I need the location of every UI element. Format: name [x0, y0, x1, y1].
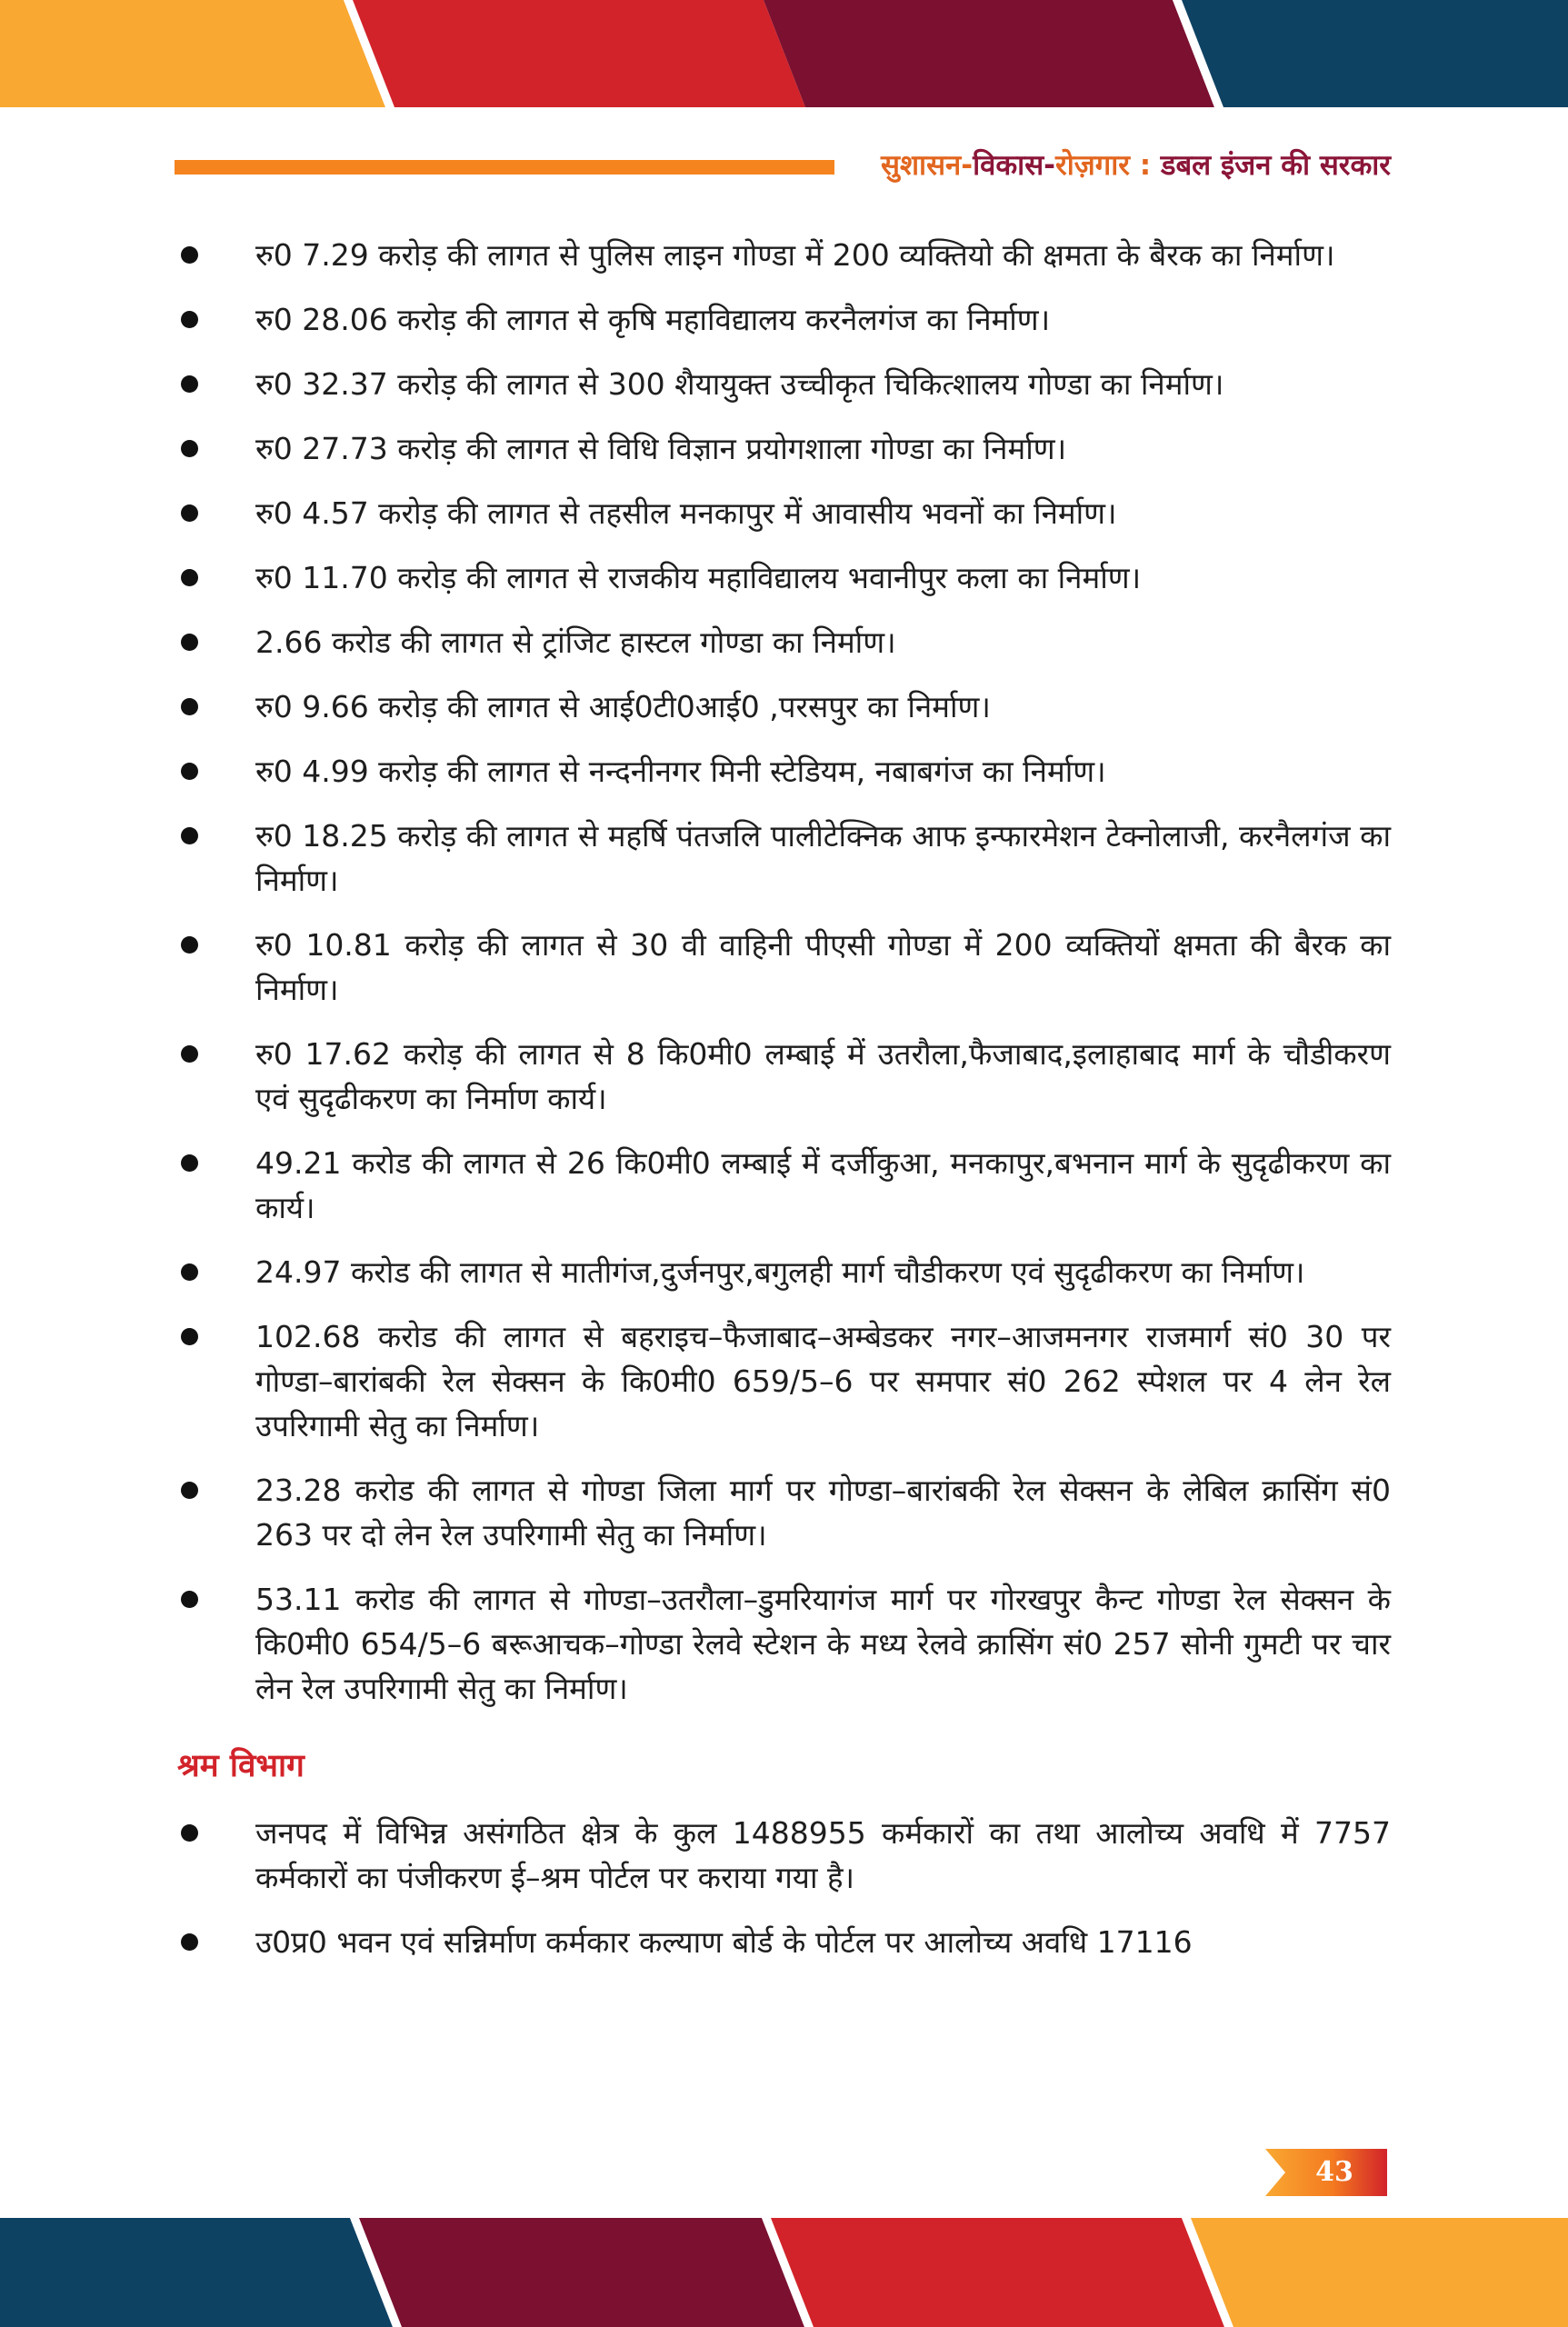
bullet-icon	[181, 1591, 198, 1608]
list-item	[177, 814, 1391, 903]
list-item-text: 53.11 करोड की लागत से गोण्डा–उतरौला–डुमरियागंज मार्ग पर गोरखपुर कैन्ट गोण्डा रेल सेक्सन के कि0मी0 654/5–6 बरूआचक–गोण्डा रेलवे स्टेशन के मध्य रेलवे क्रासिंग सं0 257 सोनी गुमटी पर चार लेन रेल उपरिगामी सेतु का निर्माण।	[255, 1582, 1391, 1706]
bullet-icon	[181, 1154, 198, 1172]
list-item	[177, 362, 1391, 406]
list-item	[177, 233, 1391, 277]
bottom-decorative-band	[0, 2218, 1568, 2327]
bullet-icon	[181, 569, 198, 586]
list-item-text: रु0 4.99 करोड़ की लागत से नन्दनीनगर मिनी स्टेडियम, नबाबगंज का निर्माण।	[255, 754, 1106, 789]
list-item-text: 2.66 करोड की लागत से ट्रांजिट हास्टल गोण्डा का निर्माण।	[255, 624, 896, 660]
labour-dept-list	[177, 1811, 1391, 1964]
list-item	[177, 749, 1391, 794]
list-item	[177, 1032, 1391, 1121]
project-list	[177, 233, 1391, 1711]
bullet-icon	[181, 246, 198, 264]
list-item	[177, 1811, 1391, 1900]
list-item-text: रु0 32.37 करोड़ की लागत से 300 शैयायुक्त उच्चीकृत चिकित्शालय गोण्डा का निर्माण।	[255, 366, 1224, 402]
list-item-text: रु0 17.62 करोड़ की लागत से 8 कि0मी0 लम्बाई में उतरौला,फैजाबाद,इलाहाबाद मार्ग के चौडीकरण एवं सुदृढीकरण का निर्माण कार्य।	[255, 1036, 1391, 1116]
header-title	[881, 142, 1391, 189]
bullet-icon	[181, 1933, 198, 1951]
header-title-part1: सुशासन-	[881, 149, 974, 182]
header-title-part3: रोज़गार :	[1055, 149, 1161, 182]
bullet-icon	[181, 375, 198, 393]
bullet-icon	[181, 440, 198, 457]
list-item-text: रु0 4.57 करोड़ की लागत से तहसील मनकापुर में आवासीय भवनों का निर्माण।	[255, 495, 1117, 531]
list-item-text: रु0 18.25 करोड़ की लागत से महर्षि पंतजलि पालीटेक्निक आफ इन्फारमेशन टेक्नोलाजी, करनैलगंज का निर्माण।	[255, 818, 1391, 898]
bullet-icon	[181, 936, 198, 954]
list-item-text: रु0 28.06 करोड़ की लागत से कृषि महाविद्यालय करनैलगंज का निर्माण।	[255, 302, 1051, 337]
list-item-text: 49.21 करोड की लागत से 26 कि0मी0 लम्बाई में दर्जीकुआ, मनकापुर,बभनान मार्ग के सुदृढीकरण का कार्य।	[255, 1145, 1391, 1225]
list-item	[177, 426, 1391, 471]
list-item	[177, 491, 1391, 535]
bullet-icon	[181, 1263, 198, 1281]
list-item	[177, 620, 1391, 664]
main-content	[177, 233, 1391, 1984]
page-number-tab	[1265, 2149, 1387, 2196]
list-item	[177, 1141, 1391, 1230]
list-item	[177, 555, 1391, 600]
header-rule	[175, 160, 834, 175]
list-item-text: 24.97 करोड की लागत से मातीगंज,दुर्जनपुर,बगुलही मार्ग चौडीकरण एवं सुदृढीकरण का निर्माण।	[255, 1254, 1305, 1290]
bullet-icon	[181, 1482, 198, 1499]
page-header	[175, 142, 1391, 189]
list-item	[177, 923, 1391, 1012]
list-item	[177, 1314, 1391, 1448]
section-heading: श्रम विभाग	[177, 1748, 305, 1784]
list-item	[177, 1468, 1391, 1557]
bullet-icon	[181, 634, 198, 651]
bullet-icon	[181, 1045, 198, 1063]
bullet-icon	[181, 763, 198, 780]
list-item	[177, 1920, 1391, 1964]
list-item	[177, 297, 1391, 342]
list-item-text: 23.28 करोड की लागत से गोण्डा जिला मार्ग पर गोण्डा–बारांबकी रेल सेक्सन के लेबिल क्रासिंग सं0 263 पर दो लेन रेल उपरिगामी सेतु का निर्माण।	[255, 1473, 1391, 1553]
list-item	[177, 1577, 1391, 1711]
bullet-icon	[181, 311, 198, 328]
list-item-text: रु0 9.66 करोड़ की लागत से आई0टी0आई0 ,परसपुर का निर्माण।	[255, 689, 991, 724]
list-item	[177, 684, 1391, 729]
list-item-text: उ0प्र0 भवन एवं सन्निर्माण कर्मकार कल्याण बोर्ड के पोर्टल पर आलोच्य अवधि 17116	[255, 1924, 1193, 1960]
bullet-icon	[181, 1328, 198, 1345]
bullet-icon	[181, 1824, 198, 1842]
list-item-text: रु0 11.70 करोड़ की लागत से राजकीय महाविद्यालय भवानीपुर कला का निर्माण।	[255, 560, 1142, 595]
header-title-part4: डबल इंजन की सरकार	[1160, 149, 1391, 182]
list-item-text: रु0 7.29 करोड़ की लागत से पुलिस लाइन गोण्डा में 200 व्यक्तियो की क्षमता के बैरक का निर्माण।	[255, 237, 1335, 273]
list-item	[177, 1250, 1391, 1294]
bullet-icon	[181, 698, 198, 715]
bullet-icon	[181, 827, 198, 844]
bullet-icon	[181, 504, 198, 522]
list-item-text: 102.68 करोड की लागत से बहराइच–फैजाबाद–अम्बेडकर नगर–आजमनगर राजमार्ग सं0 30 पर गोण्डा–बारांबकी रेल सेक्सन के कि0मी0 659/5–6 पर समपार सं0 262 स्पेशल पर 4 लेन रेल उपरिगामी सेतु का निर्माण।	[255, 1319, 1391, 1443]
top-decorative-band	[0, 0, 1568, 107]
list-item-text: जनपद में विभिन्न असंगठित क्षेत्र के कुल 1488955 कर्मकारों का तथा आलोच्य अवधि में 7757 कर्मकारों का पंजीकरण ई–श्रम पोर्टल पर कराया गया है।	[255, 1815, 1391, 1895]
list-item-text: रु0 10.81 करोड़ की लागत से 30 वी वाहिनी पीएसी गोण्डा में 200 व्यक्तियों क्षमता की बैरक का निर्माण।	[255, 927, 1391, 1007]
header-title-part2: विकास-	[973, 149, 1056, 182]
page-number: 43	[1315, 2156, 1353, 2188]
list-item-text: रु0 27.73 करोड़ की लागत से विधि विज्ञान प्रयोगशाला गोण्डा का निर्माण।	[255, 431, 1067, 466]
